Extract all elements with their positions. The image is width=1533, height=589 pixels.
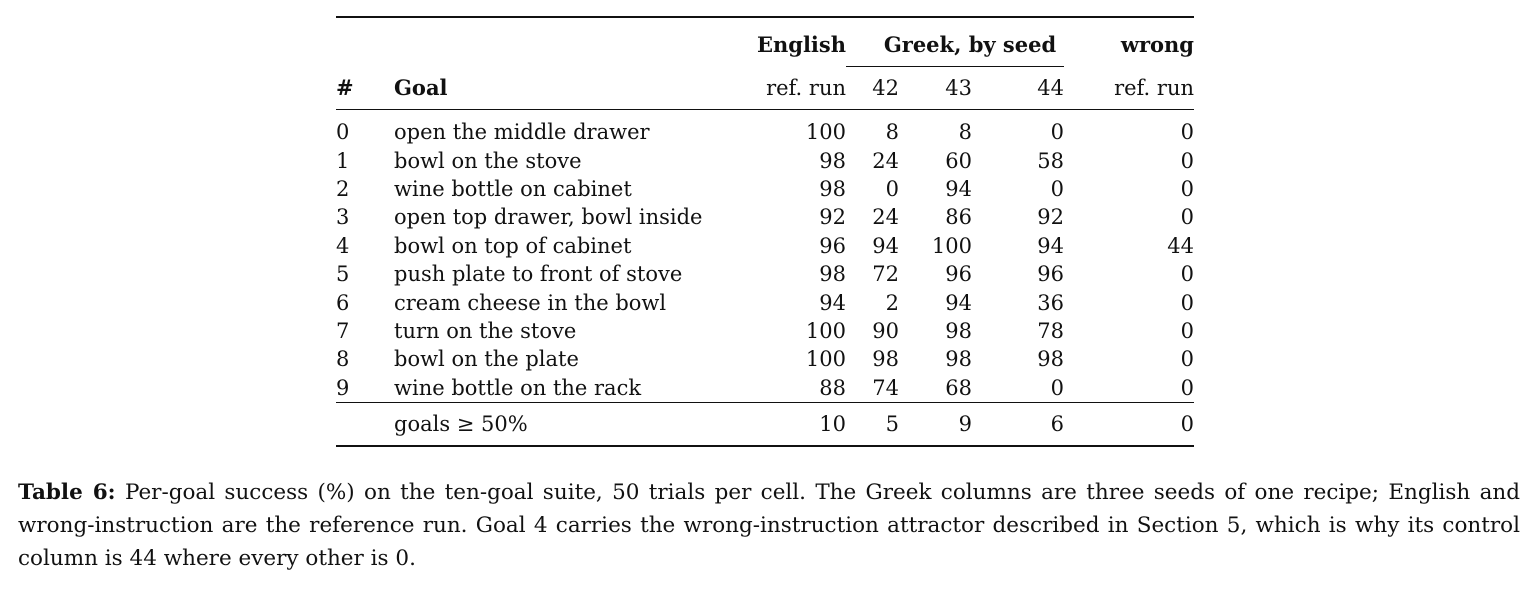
row-seed-44: 96 [1037,262,1064,287]
row-seed-43: 98 [945,347,972,372]
header-wrong-ref: ref. run [1114,75,1194,100]
row-english: 100 [805,347,846,372]
summary-row [336,402,1194,446]
row-num: 4 [336,233,350,258]
row-seed-44: 94 [1037,233,1064,258]
row-num: 1 [336,148,350,173]
table-caption [18,476,1520,575]
header-seed-42: 42 [846,67,899,110]
row-goal: wine bottle on cabinet [394,176,632,201]
row-wrong: 0 [1180,120,1194,145]
row-seed-42: 24 [872,148,899,173]
row-wrong: 0 [1180,347,1194,372]
header-sub-row [336,67,1194,110]
row-goal: open the middle drawer [394,120,650,145]
header-english-ref: ref. run [766,75,846,100]
header-group-row [336,17,1194,67]
row-seed-44: 0 [1050,120,1064,145]
row-wrong: 0 [1180,205,1194,230]
summary-wrong: 0 [1064,402,1194,446]
row-num: 9 [336,375,350,400]
summary-label: goals ≥ 50% [394,402,734,446]
row-english: 98 [819,176,846,201]
results-table-container [336,16,1194,447]
row-num: 8 [336,347,350,372]
summary-seed-43: 9 [899,402,972,446]
row-english: 100 [805,318,846,343]
table-row [336,175,1194,203]
row-seed-44: 0 [1050,176,1064,201]
header-greek-by-seed [846,17,1064,67]
row-seed-43: 60 [945,148,972,173]
summary-english: 10 [734,402,846,446]
row-seed-42: 2 [885,290,899,315]
row-english: 92 [819,205,846,230]
row-seed-43: 98 [945,318,972,343]
row-seed-43: 86 [945,205,972,230]
row-goal: push plate to front of stove [394,262,683,287]
row-seed-43: 100 [931,233,972,258]
results-table [336,16,1194,447]
row-seed-43: 94 [945,176,972,201]
table-row [336,288,1194,316]
row-seed-42: 74 [872,375,899,400]
row-english: 94 [819,290,846,315]
row-english: 98 [819,148,846,173]
row-num: 0 [336,120,350,145]
summary-seed-42: 5 [846,402,899,446]
row-seed-44: 78 [1037,318,1064,343]
row-goal: bowl on the plate [394,347,579,372]
row-seed-44: 58 [1037,148,1064,173]
row-num: 7 [336,318,350,343]
row-num: 5 [336,262,350,287]
header-wrong: wrong [1064,17,1194,67]
table-row [336,317,1194,345]
header-goal: Goal [394,75,448,101]
row-seed-43: 68 [945,375,972,400]
table-row [336,345,1194,373]
row-wrong: 0 [1180,318,1194,343]
row-english: 100 [805,120,846,145]
table-summary [336,402,1194,446]
header-seed-43: 43 [899,67,972,110]
row-english: 96 [819,233,846,258]
header-num: # [336,75,354,101]
table-row [336,260,1194,288]
row-wrong: 0 [1180,262,1194,287]
table-header [336,17,1194,110]
row-seed-42: 72 [872,262,899,287]
row-seed-43: 96 [945,262,972,287]
table-row [336,232,1194,260]
row-wrong: 0 [1180,375,1194,400]
row-seed-42: 94 [872,233,899,258]
row-seed-44: 0 [1050,375,1064,400]
row-wrong: 0 [1180,148,1194,173]
row-seed-44: 36 [1037,290,1064,315]
row-num: 2 [336,176,350,201]
row-goal: bowl on the stove [394,148,582,173]
row-english: 98 [819,262,846,287]
header-seed-44: 44 [972,67,1064,110]
header-greek-label: Greek, by seed [883,31,1057,57]
row-num: 3 [336,205,350,230]
row-seed-42: 98 [872,347,899,372]
row-seed-42: 24 [872,205,899,230]
table-body [336,110,1194,403]
row-wrong: 44 [1167,233,1194,258]
row-goal: open top drawer, bowl inside [394,205,703,230]
row-seed-42: 0 [885,176,899,201]
row-seed-43: 8 [958,120,972,145]
row-seed-44: 92 [1037,205,1064,230]
header-english: English [734,17,846,67]
caption-label: Table 6: [18,480,116,505]
caption-text: Per-goal success (%) on the ten-goal suite, 50 trials per cell. The Greek columns are three seeds of one recipe; English and wrong-instruction are the reference run. Goal 4 carries the wrong-instruction attractor described in Section 5, which is why its control column is 44 where every other is 0. [18,480,1520,571]
table-row [336,203,1194,231]
table-row [336,146,1194,174]
row-num: 6 [336,290,350,315]
row-seed-42: 90 [872,318,899,343]
row-seed-43: 94 [945,290,972,315]
table-row [336,374,1194,403]
row-wrong: 0 [1180,176,1194,201]
row-wrong: 0 [1180,290,1194,315]
table-row [336,110,1194,147]
row-seed-44: 98 [1037,347,1064,372]
row-goal: wine bottle on the rack [394,375,642,400]
row-goal: cream cheese in the bowl [394,290,667,315]
row-english: 88 [819,375,846,400]
row-goal: turn on the stove [394,318,577,343]
summary-seed-44: 6 [972,402,1064,446]
row-seed-42: 8 [885,120,899,145]
row-goal: bowl on top of cabinet [394,233,632,258]
